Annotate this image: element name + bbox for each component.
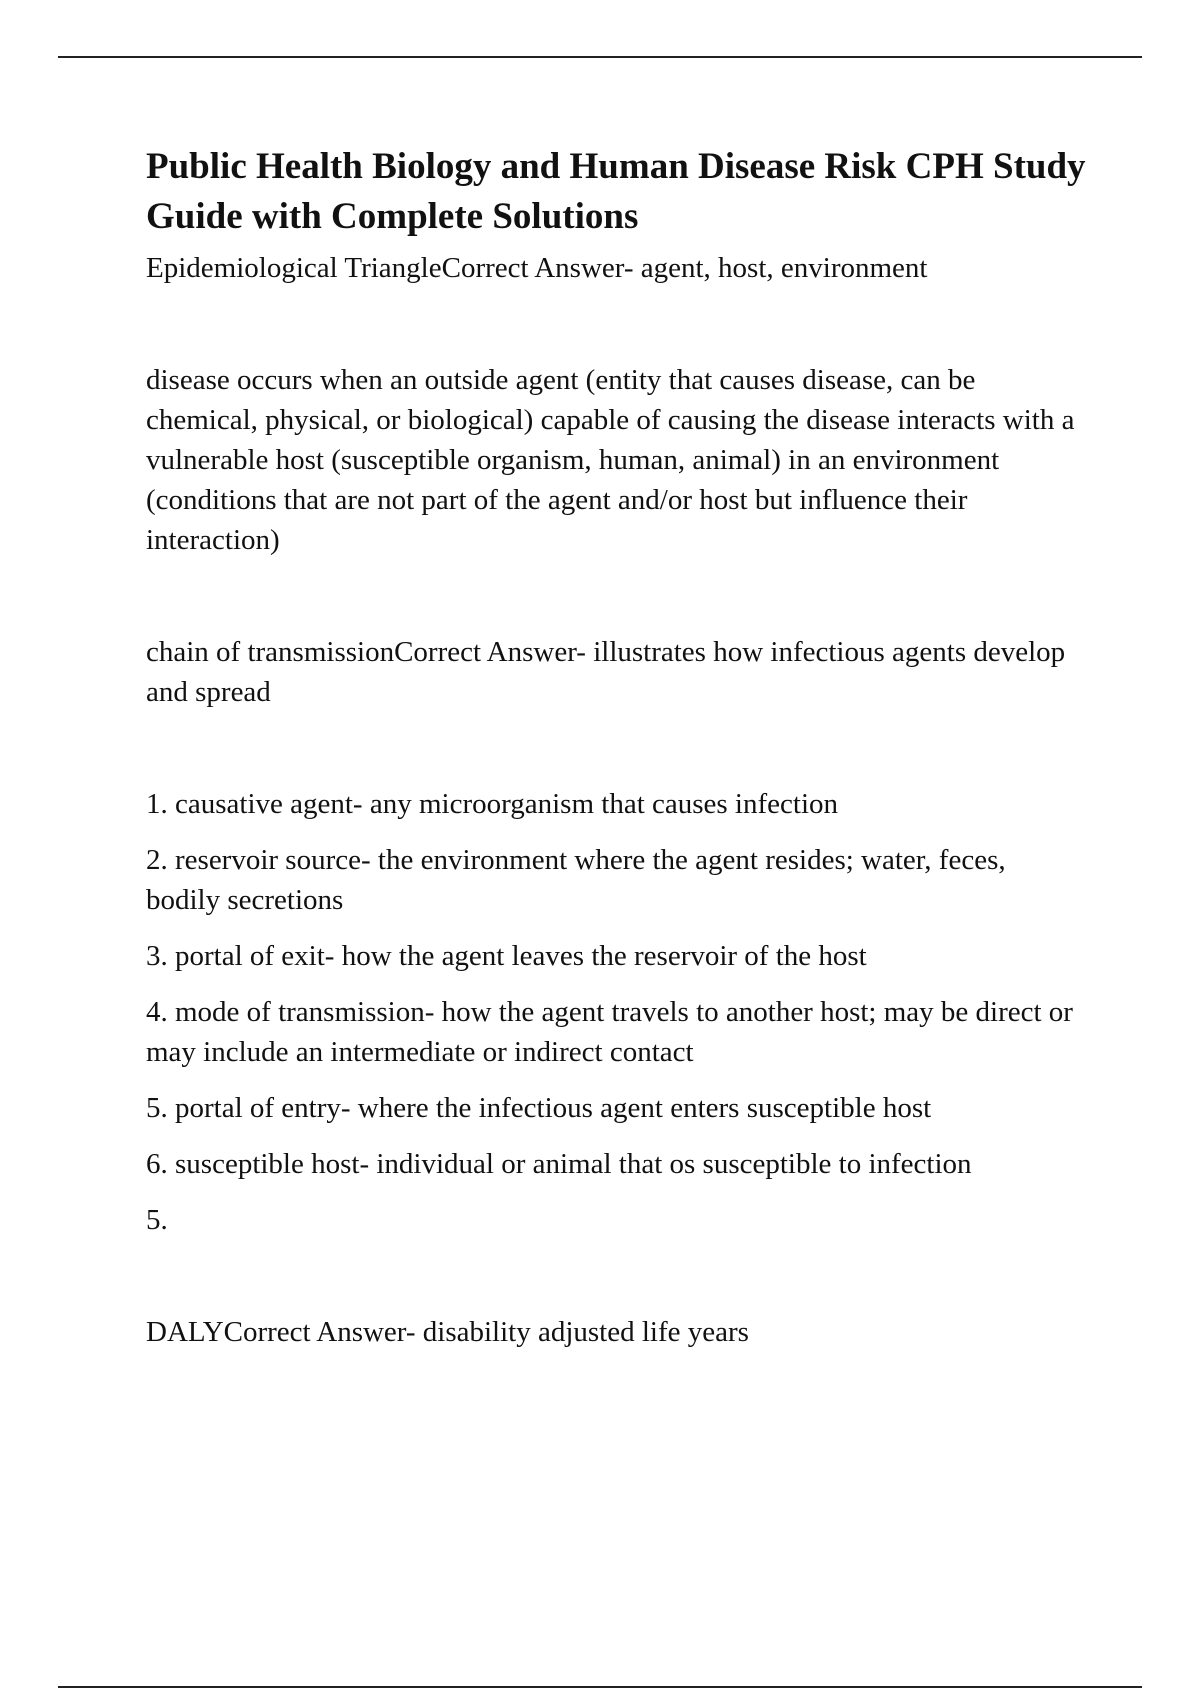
list-item: 1. causative agent- any microorganism that causes infection xyxy=(146,788,839,820)
document-title: Public Health Biology and Human Disease Risk CPH Study Guide with Complete Solutions xyxy=(146,146,1086,237)
qa-epidemiological-triangle: Epidemiological TriangleCorrect Answer- agent, host, environment xyxy=(146,252,928,284)
top-rule xyxy=(58,56,1142,58)
list-item: 3. portal of exit- how the agent leaves the reservoir of the host xyxy=(146,940,867,972)
list-item: 6. susceptible host- individual or animal that os susceptible to infection xyxy=(146,1148,972,1180)
list-item: 2. reservoir source- the environment where the agent resides; water, feces, bodily secretions xyxy=(146,844,1006,916)
qa-daly: DALYCorrect Answer- disability adjusted life years xyxy=(146,1316,749,1348)
chain-list xyxy=(146,784,1086,1240)
list-item: 5. portal of entry- where the infectious agent enters susceptible host xyxy=(146,1092,932,1124)
qa-chain-of-transmission: chain of transmissionCorrect Answer- illustrates how infectious agents develop and spread xyxy=(146,636,1066,708)
list-item: 5. xyxy=(146,1204,168,1236)
document-page xyxy=(146,142,1086,1352)
disease-explanation: disease occurs when an outside agent (entity that causes disease, can be chemical, physical, or biological) capable of causing the disease interacts with a vulnerable host (susceptible organism, human, animal) in an environment (conditions that are not part of the agent and/or host but influence their interaction) xyxy=(146,364,1075,556)
bottom-rule xyxy=(58,1686,1142,1688)
list-item: 4. mode of transmission- how the agent travels to another host; may be direct or may include an intermediate or indirect contact xyxy=(146,996,1073,1068)
